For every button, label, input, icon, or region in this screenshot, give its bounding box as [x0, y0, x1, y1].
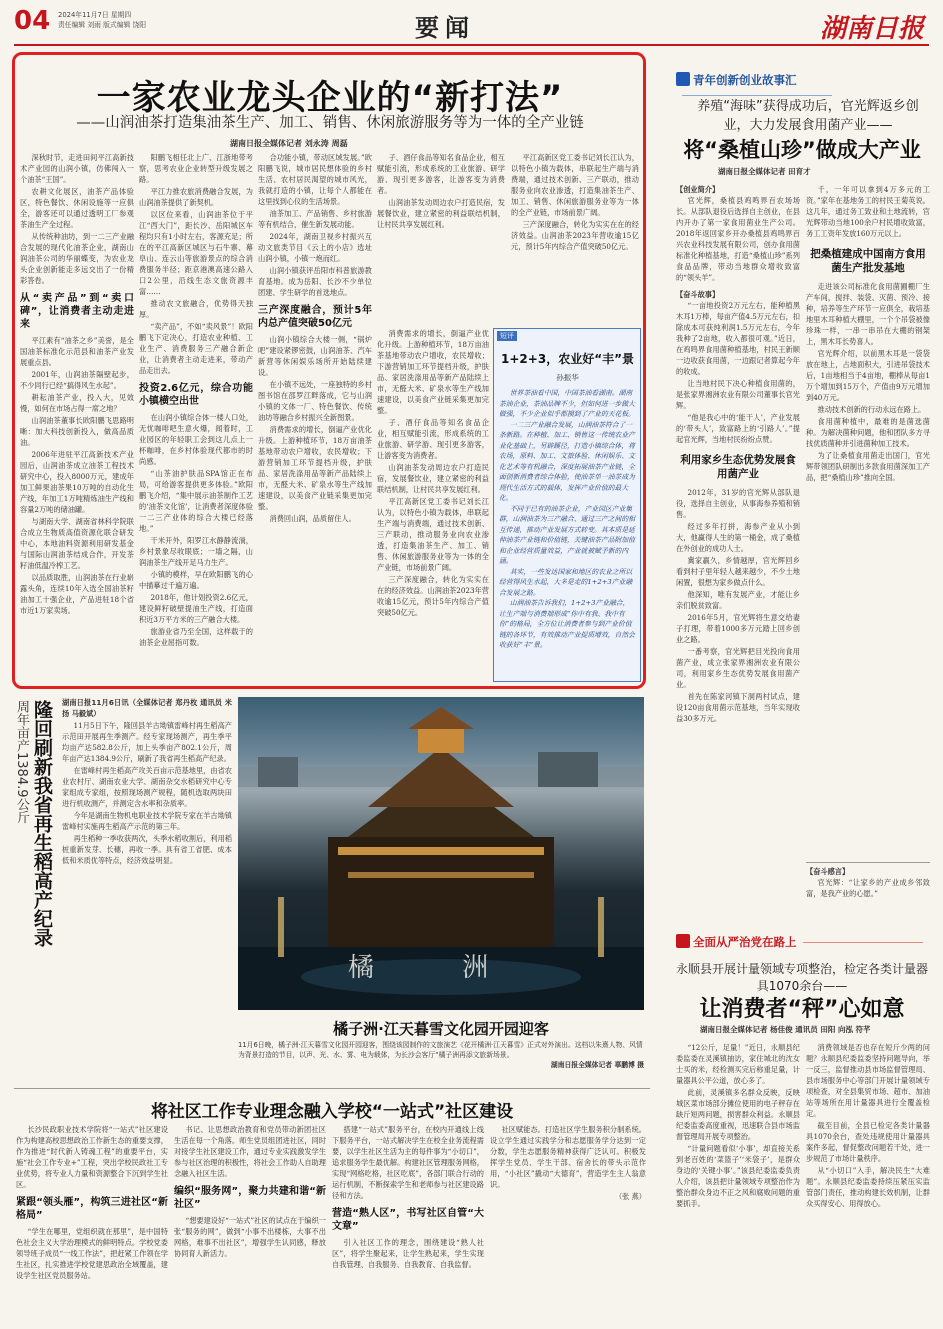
community-paragraph: 引入社区工作的理念，围绕建设“熟人社区”，将学生聚起来，让学生熟起来，学生实现自我管理、自我服务、自我教育、自我监督。 — [332, 1238, 484, 1269]
community-column-1 — [16, 1124, 168, 1324]
lead-paragraph: 以品质取胜，山润油茶在行业崭露头角，连续10年入选全国油茶籽油加工十强企业，产品进驻18个省市近1万家卖场。 — [20, 573, 134, 615]
discipline-paragraph: “12公斤，足量！”近日，永顺县纪委监委在灵溪镇抽访，家住城北的沈女士买的米，经检测买完后称重足量，计量器具公平公道，放心多了。 — [676, 1043, 800, 1085]
lead-paragraph: 平江高新区党工委书记刘长江认为，以特色小镇为载体，串联起生产端与消费端，通过技术创新、三产联动，推动服务业向农业渗透，打造集油茶生产、加工、销售、休闲旅游服务业等为一体的全产业链，市场前景广阔。 — [511, 153, 639, 217]
comment-paragraph: 其实，一些发达国家和地区的农业之所以经营得风生水起，大多是走的1+2+3产业融合发展之路。 — [499, 567, 633, 597]
profile-text: 官光辉，桑植县鸡鸣界百农场场长。从部队退役后选择自主创业，在县内开办了第一家食用菌业生产公司。2018年返回家乡开办桑植县鸡鸣界百兴农业科技发展有限公司，创办食用菌标准化种植基地，打造“桑植山珍”系列食品品牌，带动当地群众增收致富的“领头羊”。 — [676, 196, 800, 282]
rice-article — [62, 697, 232, 1083]
community-credit: （张 燕） — [614, 1192, 646, 1201]
editors: 责任编辑 刘雨 版式编辑 饶阳 — [58, 21, 147, 29]
community-subhead: 编织“服务网”，聚力共建和谐“新社区” — [174, 1186, 326, 1210]
discipline-paragraph: 此前，灵溪镇多名群众反映，反映城区菜市场部分摊位使用的电子秤存在缺斤短两问题，损害群众利益。永顺县纪委监委高度重视，迅速联合县市场监督管理局开展专项整治。 — [676, 1088, 800, 1141]
community-column-2 — [174, 1124, 326, 1324]
community-paragraph: 社区赋能态。打造社区学生服务积分制系统。设立学生通过实践学分和志愿服务学分达到一定分数，学生志愿服务精神获得广泛认可。积极发挥学生党员、学生干部、宿舍长的带头示范作用，“小社区”撬动“大德育”，营造学生主人翁意识。 — [490, 1125, 646, 1189]
story-column-2 — [806, 184, 930, 904]
rice-paragraph: 11月5日下午，隆回县羊古坳镇雷峰村再生稻高产示范田开展再生季测产。经专家现场测产，再生季平均亩产达582.8公斤，加上头季亩产802.1公斤，周年亩产达1384.9公斤，刷新了我省再生稻高产纪录。 — [62, 721, 232, 763]
story-label: 【奋斗故事】 — [676, 290, 720, 299]
lead-paragraph: 油茶加工、产品销售、乡村旅游等有机结合，催生新发展动能。 — [258, 209, 372, 229]
lead-column-4b — [377, 328, 489, 682]
lead-paragraph: 耕耘油茶产业，投入大，见效慢，如何在市场占得一席之地？ — [20, 393, 134, 413]
night-pavilion-photo[interactable] — [238, 697, 644, 1010]
story-paragraph: 推动技术创新的行动永远在路上。 — [817, 405, 926, 414]
story-paragraph: 走进该公司标准化食用菌圃棚厂生产车间，搅拌、装袋、灭菌、预冷、接种，培养等生产环节一应俱全，栽培基地里木耳种植大棚里，一个个吊袋被像珍珠一样，一串一串吊在大棚的钢架上，黑木耳长势喜人。 — [806, 282, 930, 346]
lead-paragraph: 旅游业省乃至全国，这样载于的油茶企业屈指可数。 — [139, 627, 253, 647]
lead-paragraph: “山茶油护肤品SPA馆正在布局，可给游客提供更多体验。”欧阳鹏飞介绍，“集中展示油茶制作工艺的‘油茶文化馆’，让消费者深度体验一二三产业体的综合大楼已经落地。” — [139, 469, 253, 533]
lead-paragraph: 平江力推农旅消费融合发展，为山润油茶提供了新契机。 — [139, 187, 253, 207]
community-paragraph: “学生在哪里，党组织就在那里”，是中国特色社会主义大学治理模式的鲜明特点。学校党委领导班子成员“一线工作法”，把赶紧工作领在学生社区，扎实推进学校党建思政治全域覆盖，建设学生社区党员服务站。 — [16, 1227, 168, 1280]
lead-paragraph: 以区位来看，山润油茶位于平江“西大门”，距长沙、岳阳城区车程均只有1小时左右，客源充足；所在的平江高新区城区与石牛寨、幕阜山、连云山等旅游景点的综合消费服务半径；距京港澳高速公路入口2公里，沿线生态文旅资源丰富…… — [139, 210, 253, 296]
quote-box — [806, 862, 930, 922]
story-paragraph: 2016年5月，官光辉将生意交给妻子打理，带着1000多万元踏上回乡创业之路。 — [676, 613, 800, 644]
discipline-column-1 — [676, 1042, 800, 1324]
comment-paragraph: 不同于已有的油茶企业，产业园区产业集群，山润油茶为三产融合、通过三产之间的相互传递，推动产业发展方式转变。其本质是延伸油茶产业链和价值链，关键油茶产品附加值和企业经营质量效益，产业就被赋予新的内涵。 — [499, 504, 635, 565]
community-column-3 — [332, 1124, 484, 1324]
photo-sign: 橘 洲 — [348, 953, 529, 983]
lead-column-4 — [377, 152, 639, 324]
community-paragraph: 长沙民政职业技术学院将“一站式”社区建设作为构建高校思想政治工作新生态的重要支撑，作为推进“时代新人铸魂工程”的重要平台，实施“社会工作专业+”工程，突出学校民政社工专业优势，将专业人力量和资源整合下沉到学生社区。 — [16, 1125, 168, 1189]
lead-subhead: 从“卖产品”到“卖口碑”，让消费者主动走进来 — [20, 293, 134, 330]
discipline-paragraph: 从“小切口”入手，解决民生“大难题”。永顺县纪委监委持续压紧压实监管部门责任，推动构建长效机制，让群众买得安心、用得放心。 — [806, 1166, 930, 1208]
discipline-headline[interactable]: 让消费者“秤”心如意 — [699, 997, 905, 1022]
discipline-paragraph: 消费领域是否也存在短斤少两的问题？永顺县纪委监委坚持问题导向，举一反三，监督推动县市场监督管理局、县市场服务中心等部门开展计量领域专项检查，对全县集贸市场、超市、加油站等场所在用计量器具进行全覆盖检定。 — [806, 1043, 930, 1118]
story-paragraph: 经过多年打拼，海参产业从小到大，他赢得人生的第一桶金，成了桑植在外创业的成功人士。 — [676, 522, 800, 553]
lead-paragraph: 三产深度融合，转化为实实在在的经济效益。山润油茶2023年营收逾15亿元，预计5年内综合产值突破50亿元。 — [377, 575, 489, 617]
lead-paragraph: 农耕文化展区，油茶产品体验区，特色餐饮、休闲设施等一应俱全，游客还可以通过透明工厂参观茶油生产全过程。 — [20, 187, 134, 229]
photo-caption-title[interactable]: 橘子洲·江天暮雪文化园开园迎客 — [333, 1020, 549, 1038]
banner-mark-icon — [676, 72, 690, 86]
story-column-1 — [676, 184, 800, 954]
page-number: 04 — [14, 6, 51, 36]
lead-paragraph: 从传统种油坊，到一二三产业融合发展的现代化油茶企业，湖南山润油茶公司的华丽蝶变，为农业龙头企业创新能走多远交出了一份精彩答卷。 — [20, 232, 134, 285]
date-line — [58, 10, 146, 30]
lead-paragraph: 2006年进驻平江高新技术产业园后，山润油茶成立油茶工程技术研究中心，投入8000万元，建成年加工鲜果油茶果10万吨的自动化生产线，年加工1万吨精炼油生产线和容量2万吨的储油罐。 — [20, 450, 134, 514]
story-paragraph: 千，一年可以拿到4万多元的工资。”家年在基地务工的村民王菊英说。这几年，通过务工致业和土地流转，官光辉带动当地100余户村民增收致富，务工工资年发放160万元以上。 — [806, 185, 930, 238]
story-paragraph: 2012年，31岁的官光辉从部队退役，选择自主创业，从事海参养殖和销售。 — [676, 488, 800, 519]
lead-paragraph: 山润油茶发动周边农户打造民宿，发展餐饮业，建立紧密的利益联结机制，让村民共享发展红利。 — [377, 463, 489, 494]
story-subhead: 利用家乡生态优势发展食用菌产业 — [680, 454, 796, 480]
story-headline[interactable]: 将“桑植山珍”做成大产业 — [683, 138, 921, 162]
comment-title[interactable]: 1+2+3，农业好“丰”景 — [501, 352, 634, 366]
masthead-logo: 湖南日报 — [820, 14, 925, 44]
lead-paragraph: 山润油茶发动周边农户打造民宿，发展餐饮业，建立紧密的利益联结机制，让村民共享发展红利。 — [377, 198, 505, 229]
lead-subhead: 三产深度融合，预计5年内总产值突破50亿元 — [258, 305, 372, 329]
lead-subhead: 投资2.6亿元，综合功能小镇横空出世 — [139, 383, 253, 407]
lead-paragraph: 阳鹏飞相任北上广、江浙地带考察，思考农业企业转型升级发展之路。 — [139, 153, 253, 184]
rice-kicker: 周年亩产1384.9公斤 — [14, 700, 29, 824]
community-column-4 — [490, 1124, 646, 1324]
section-title: 要闻 — [415, 13, 475, 42]
rice-byline: 湖南日报11月6日讯（全媒体记者 郑丹枚 通讯员 米扬 马毅斌） — [62, 698, 232, 718]
lead-paragraph: 干米开外，阳罗江水静静流淌，乡村景象尽收眼底；一墙之隔，山润油茶生产线开足马力生产。 — [139, 536, 253, 567]
discipline-column-2 — [806, 1042, 930, 1324]
photo-caption — [238, 1040, 644, 1070]
photo-credit: 湖南日报全媒体记者 辜鹏博 摄 — [550, 1061, 644, 1069]
lead-paragraph: 推动农文旅融合，优势得天独厚。 — [139, 299, 253, 319]
comment-body — [499, 388, 636, 678]
story-paragraph: 一番考察，官光辉把目光投向食用菌产业，成立张家界湘洲农业有限公司，利用家乡生态优势发展食用菌产业。 — [676, 647, 800, 689]
lead-headline[interactable]: 一家农业龙头企业的“新打法” — [96, 78, 564, 118]
comment-paragraph: 世界茶油看中国，中国茶油看湖南。湖南茶油企业，茶油品牌不少，但如何进一步做大做强，不少企业似乎都摸到了产业的天花板。 — [499, 389, 635, 418]
lead-paragraph: 子、酒仔食品等知名食品企业，相互赋能引流，形成系统的工业旅游、研学游、现引更多游客，让游客变为消费者。 — [377, 153, 505, 195]
quote-text: 官光辉：“让家乡的产业成乡邻致富，是我产业的心愿。” — [806, 878, 930, 898]
photo-caption-text: 11月6日晚，橘子洲·江天暮雪文化园开园迎客，围绕该园制作的文旅演艺《花开橘洲·江天暮雪》正式对外演出。这档以朱熹人物、风情为背景打造的节目，以声、光、水、雾、电为载体，为长沙会客厅“橘子洲再添文旅新场景。 — [238, 1041, 643, 1059]
lead-paragraph: 小镇的模样，早在欧阳鹏飞的心中描摹过千遍万遍。 — [139, 570, 253, 590]
community-paragraph: 书记、让思想政治教育和党员带动新团社区生活在每一个角落。师生党员组团进社区，同时对接学生社区建设工作，通过专业实践激发学生参与社区治理的积极性，将社会工作助人自助理念融入社区生活。 — [174, 1125, 326, 1178]
lead-paragraph: 在小镇不远处，一座独特的乡村图书馆在邵罗江畔落成，它与山润小镇的文体一厂、特色餐饮、传统油坊等融合乡村振兴全新图景。 — [258, 380, 372, 422]
rice-paragraph: 在雷峰村再生稻高产攻关百亩示范基地里，由省农业农村厅、湖南农业大学、湖南杂交水稻研究中心专家组成专家组，按照现场测产规程，随机选取两块田进行机收测产，并测定含水率和杂质率。 — [62, 766, 232, 808]
discipline-banner — [676, 934, 923, 950]
lead-paragraph: 2024年，湖南卫视乡村振兴互动文旅类节目《云上的小店》选址山润小镇，小镇一炮而红。 — [258, 232, 372, 263]
lead-paragraph: 山润小镇综合大楼一侧，“锅炉吧”建设紧锣密鼓，山润油茶、汽车新营等休闲娱乐场所开始陆续建设。 — [258, 335, 372, 377]
banner-mark-icon — [676, 934, 690, 948]
story-paragraph: 冀家羸久，乡情越厚，官光辉回乡看到村子里年轻人越来越少，不少土地闲置，很想为家乡做点什么。 — [676, 556, 800, 587]
lead-paragraph: 合功能小镇，带动区域发展。”欧阳鹏飞说，城市居民想体验的乡村生活、农村居民渴望的城市风光，我就打造的小镇，让每个人都能在这里找到心仪的生活场景。 — [258, 153, 372, 206]
discipline-paragraph: “计量问题看似‘小事’，却直接关系到老百姓的‘菜篮子’‘米袋子’，是群众身边的‘关键小事’。”该县纪委监委负责人介绍，该县把计量领域专项整治作为整治群众身边不正之风和腐败问题的重要抓手。 — [676, 1144, 800, 1208]
rice-paragraph: 再生稻种一季收获两次，头季水稻收割后，利用稻桩重新发芽、长穗，再收一季。具有省工省肥、成本低和米质优等特点，经济效益明显。 — [62, 834, 232, 865]
lead-paragraph: 消费需求的增长，倒逼产业优化升级。上游种植环节，18万亩油茶基地带动农户增收，农民增收；下游营销加工环节提档升级，护肤品、家居洗涤用品等新产品陆续上市，无醛大米、矿泉水等生产线加速建设，以美食产业链采集更加完整。 — [258, 425, 372, 511]
lead-paragraph: 三产深度融合，转化为实实在在的经济效益。山润油茶2023年营收逾15亿元，预计5年内综合产值突破50亿元。 — [511, 220, 639, 251]
story-paragraph: 食用菌种植中，最难的是菌选菌种。为解决菌种问题，他和团队多方寻找优质菌种并引进菌种加工技术。 — [806, 417, 930, 448]
bottom-rule — [14, 1088, 650, 1089]
story-paragraph: 首先在陈家河镇下洞两村试点，建设120亩食用菌示范基地，当年实现收益30多万元。 — [676, 692, 800, 723]
community-paragraph: 搭建“一站式”服务平台，在校内开通线上线下服务平台，一站式解决学生在校全业务流程需要，以学生社区生活为主的每件事为“小切口”，追求服务学生最优解。构建社区管理服务网格，实现“网格吃格，社区吃底”，各部门联合行动的运行机制，不断探索学生和老师参与社区建设路径和方法。 — [332, 1125, 484, 1200]
story-paragraph: 为了让桑植食用菌走出国门，官光辉带领团队研制出多款食用菌深加工产品，把“桑植山珍”推向全国。 — [806, 451, 930, 482]
community-headline[interactable]: 将社区工作专业理念融入学校“一站式”社区建设 — [150, 1102, 514, 1122]
quote-label: 【奋斗感言】 — [806, 867, 850, 876]
lead-paragraph: 平江高新区党工委书记刘长江认为，以特色小镇为载体，串联起生产端与消费端，通过技术创新、三产联动，推动服务业向农业渗透，打造集油茶生产、加工、销售、休闲旅游服务业等为一体的全产业链，市场前景广阔。 — [377, 497, 489, 572]
issue-date: 2024年11月7日 星期四 — [58, 11, 132, 19]
lead-paragraph: 2001年，山润油茶隔壁起步，不少同行已经“搞得风生水起”。 — [20, 370, 134, 390]
story-subhead: 把桑植建成中国南方食用菌生产批发基地 — [810, 248, 926, 274]
profile-label: 【创业简介】 — [676, 185, 720, 194]
lead-paragraph: 2018年，他计划投资2.6亿元，建设鲜籽破壁提油生产线，打造面积近3万平方米的三产融合大楼。 — [139, 593, 253, 624]
comment-paragraph: 一二三产业融合发展，山润油茶符合了一条新路。在种植、加工、销售这一传统农业产业化基础上，另辟蹊径，打造小镇综合体，将农场，原料、加工、文旅体验、休闲娱乐、文化艺术等有机融合，深度拓展油茶产业链，全面创新消费者综合体验，使油茶单一油茶成为现代生活方式的载体，发挥产业价值的最大化。 — [499, 420, 635, 502]
story-paragraph: 官光辉介绍，以前黑木耳是一袋袋放在地上，占地面积大，引进吊袋技术后，1亩地相当于4亩地，棚棒从每亩1万个增加到15万个，产值由9万元增加到40万元。 — [806, 349, 930, 402]
community-subhead: 营造“熟人区”，书写社区自管“大文章” — [332, 1208, 484, 1232]
comment-tag: 短评 — [497, 331, 517, 341]
rice-headline[interactable]: 隆回刷新我省再生稻高产纪录 — [31, 700, 53, 947]
story-paragraph: 他深知，唯有发展产业，才能让乡亲们脱贫致富。 — [676, 590, 800, 610]
comment-author: 孙振华 — [556, 373, 579, 382]
lead-subheadline: ——山润油茶打造集油茶生产、加工、销售、休闲旅游服务等为一体的全产业链 — [76, 115, 584, 131]
lead-paragraph: 消费回山润，品质留住人。 — [269, 514, 356, 523]
lead-column-1 — [20, 152, 134, 684]
lead-paragraph: 深秋时节，走进田间平江高新技术产业园的山润小镇，仿佛闯入一个油茶“王国”。 — [20, 153, 134, 184]
lead-paragraph: 平江素有“油茶之乡”美誉，是全国油茶标准化示范县和油茶产业发展重点县。 — [20, 336, 134, 367]
lead-paragraph: “卖产品”，不如“卖风景”！欧阳鹏飞下定决心，打造农业种植、工业生产、消费服务三产融合新企业，让消费者主动走进来，带动产品走出去。 — [139, 322, 253, 375]
lead-paragraph: 与湖南大学、湖南省林科学院联合成立生物质高值资源化联合研发中心，本地油料资源利用研发基金与国际山润油茶结成合作，开发茶籽油低温冷榨工艺。 — [20, 517, 134, 570]
story-paragraph: 让当地村民下决心种植食用菌的，是张家界湘洲农业有限公司董事长官光辉。 — [676, 379, 800, 410]
discipline-byline: 湖南日报全媒体记者 杨佳俊 通讯员 田阳 向泓 符芊 — [700, 1025, 871, 1034]
story-paragraph: “一亩地投资2万元左右，能种植黑木耳1万棒，每亩产值4.5万元左右，扣除成本可获纯利润1.5万元左右，今年我种了2亩地，收入都很可观。”近日，在鸡鸣界食用菌种植基地，村民王新顺一边收获食用菌，一边跟记者算起今年的收成。 — [676, 301, 800, 376]
community-subhead: 紧跟“领头雁”，构筑三进社区“新格局” — [16, 1197, 168, 1221]
rice-paragraph: 今年是湖南生物机电职业技术学院专家在羊古坳镇雷峰村实施再生稻高产示范的第三年。 — [62, 811, 232, 831]
lead-byline: 湖南日报全媒体记者 刘永涛 周磊 — [230, 139, 348, 148]
lead-column-2 — [139, 152, 253, 684]
discipline-kicker: 永顺县开展计量领域专项整治，检定各类计量器具1070余台—— — [675, 962, 928, 993]
lead-paragraph: 山润小镇获评岳阳市科普旅游教育基地。成为岳阳、长沙不少单位团建、学生研学的首选地点。 — [258, 266, 372, 297]
lead-paragraph: 山润油茶董事长欧阳鹏飞思路明晰：加大科技创新投入，做高品质油。 — [20, 416, 134, 447]
lead-paragraph: 子、酒仔食品等知名食品企业，相互赋能引流，形成系统的工业旅游、研学游、现引更多游客，让游客变为消费者。 — [377, 418, 489, 460]
story-byline: 湖南日报全媒体记者 田育才 — [718, 167, 811, 176]
header-rule — [14, 44, 929, 46]
banner-label: 全面从严治党在路上 — [693, 935, 797, 949]
lead-column-3 — [258, 152, 372, 684]
discipline-paragraph: 截至目前，全县已检定各类计量器具1070余台，查处违规使用计量器具案件多起，督促整改问题若干处，进一步规范了市场计量秩序。 — [806, 1121, 930, 1163]
lead-paragraph: 在山润小镇综合体一楼人口处，无忧咖啡吧生意火爆，闻着时，工业园区的年轻职工会到这儿点上一杯咖啡，在乡村体验现代都市的时尚感。 — [139, 413, 253, 466]
banner-label: 青年创新创业故事汇 — [693, 73, 797, 87]
lead-paragraph: 消费需求的增长，倒逼产业优化升级。上游种植环节，18万亩油茶基地带动农户增收，农民增收；下游营销加工环节提档升级，护肤品、家居洗涤用品等新产品陆续上市，无醛大米、矿泉水等生产线加速建设，以美食产业链采集更加完整。 — [377, 329, 489, 415]
story-paragraph: “他是我心中的‘能干人’，产业发展的‘带头人’，致富路上的‘引路人’。”提起官光辉，当地村民纷纷点赞。 — [676, 413, 800, 444]
comment-paragraph: 山润油茶告诉我们，1+2+3产业融合，让生产端与消费端形成“你中有我、我中有你”的格局，全方位让消费者参与到产业价值链的各环节，有效推动产业提质增效，自然会收获好“丰”景。 — [499, 599, 635, 649]
story-kicker: 养殖“海味”获得成功后，官光辉返乡创业，大力发展食用菌产业—— — [697, 99, 919, 133]
community-paragraph: “想要建设好“一站式”社区的试点在于编织一张“服务的网”，做到“小事不出楼栋，大事不出网格，难事不出社区”，增强学生认同感，释放协同育人新活力。 — [174, 1216, 326, 1258]
